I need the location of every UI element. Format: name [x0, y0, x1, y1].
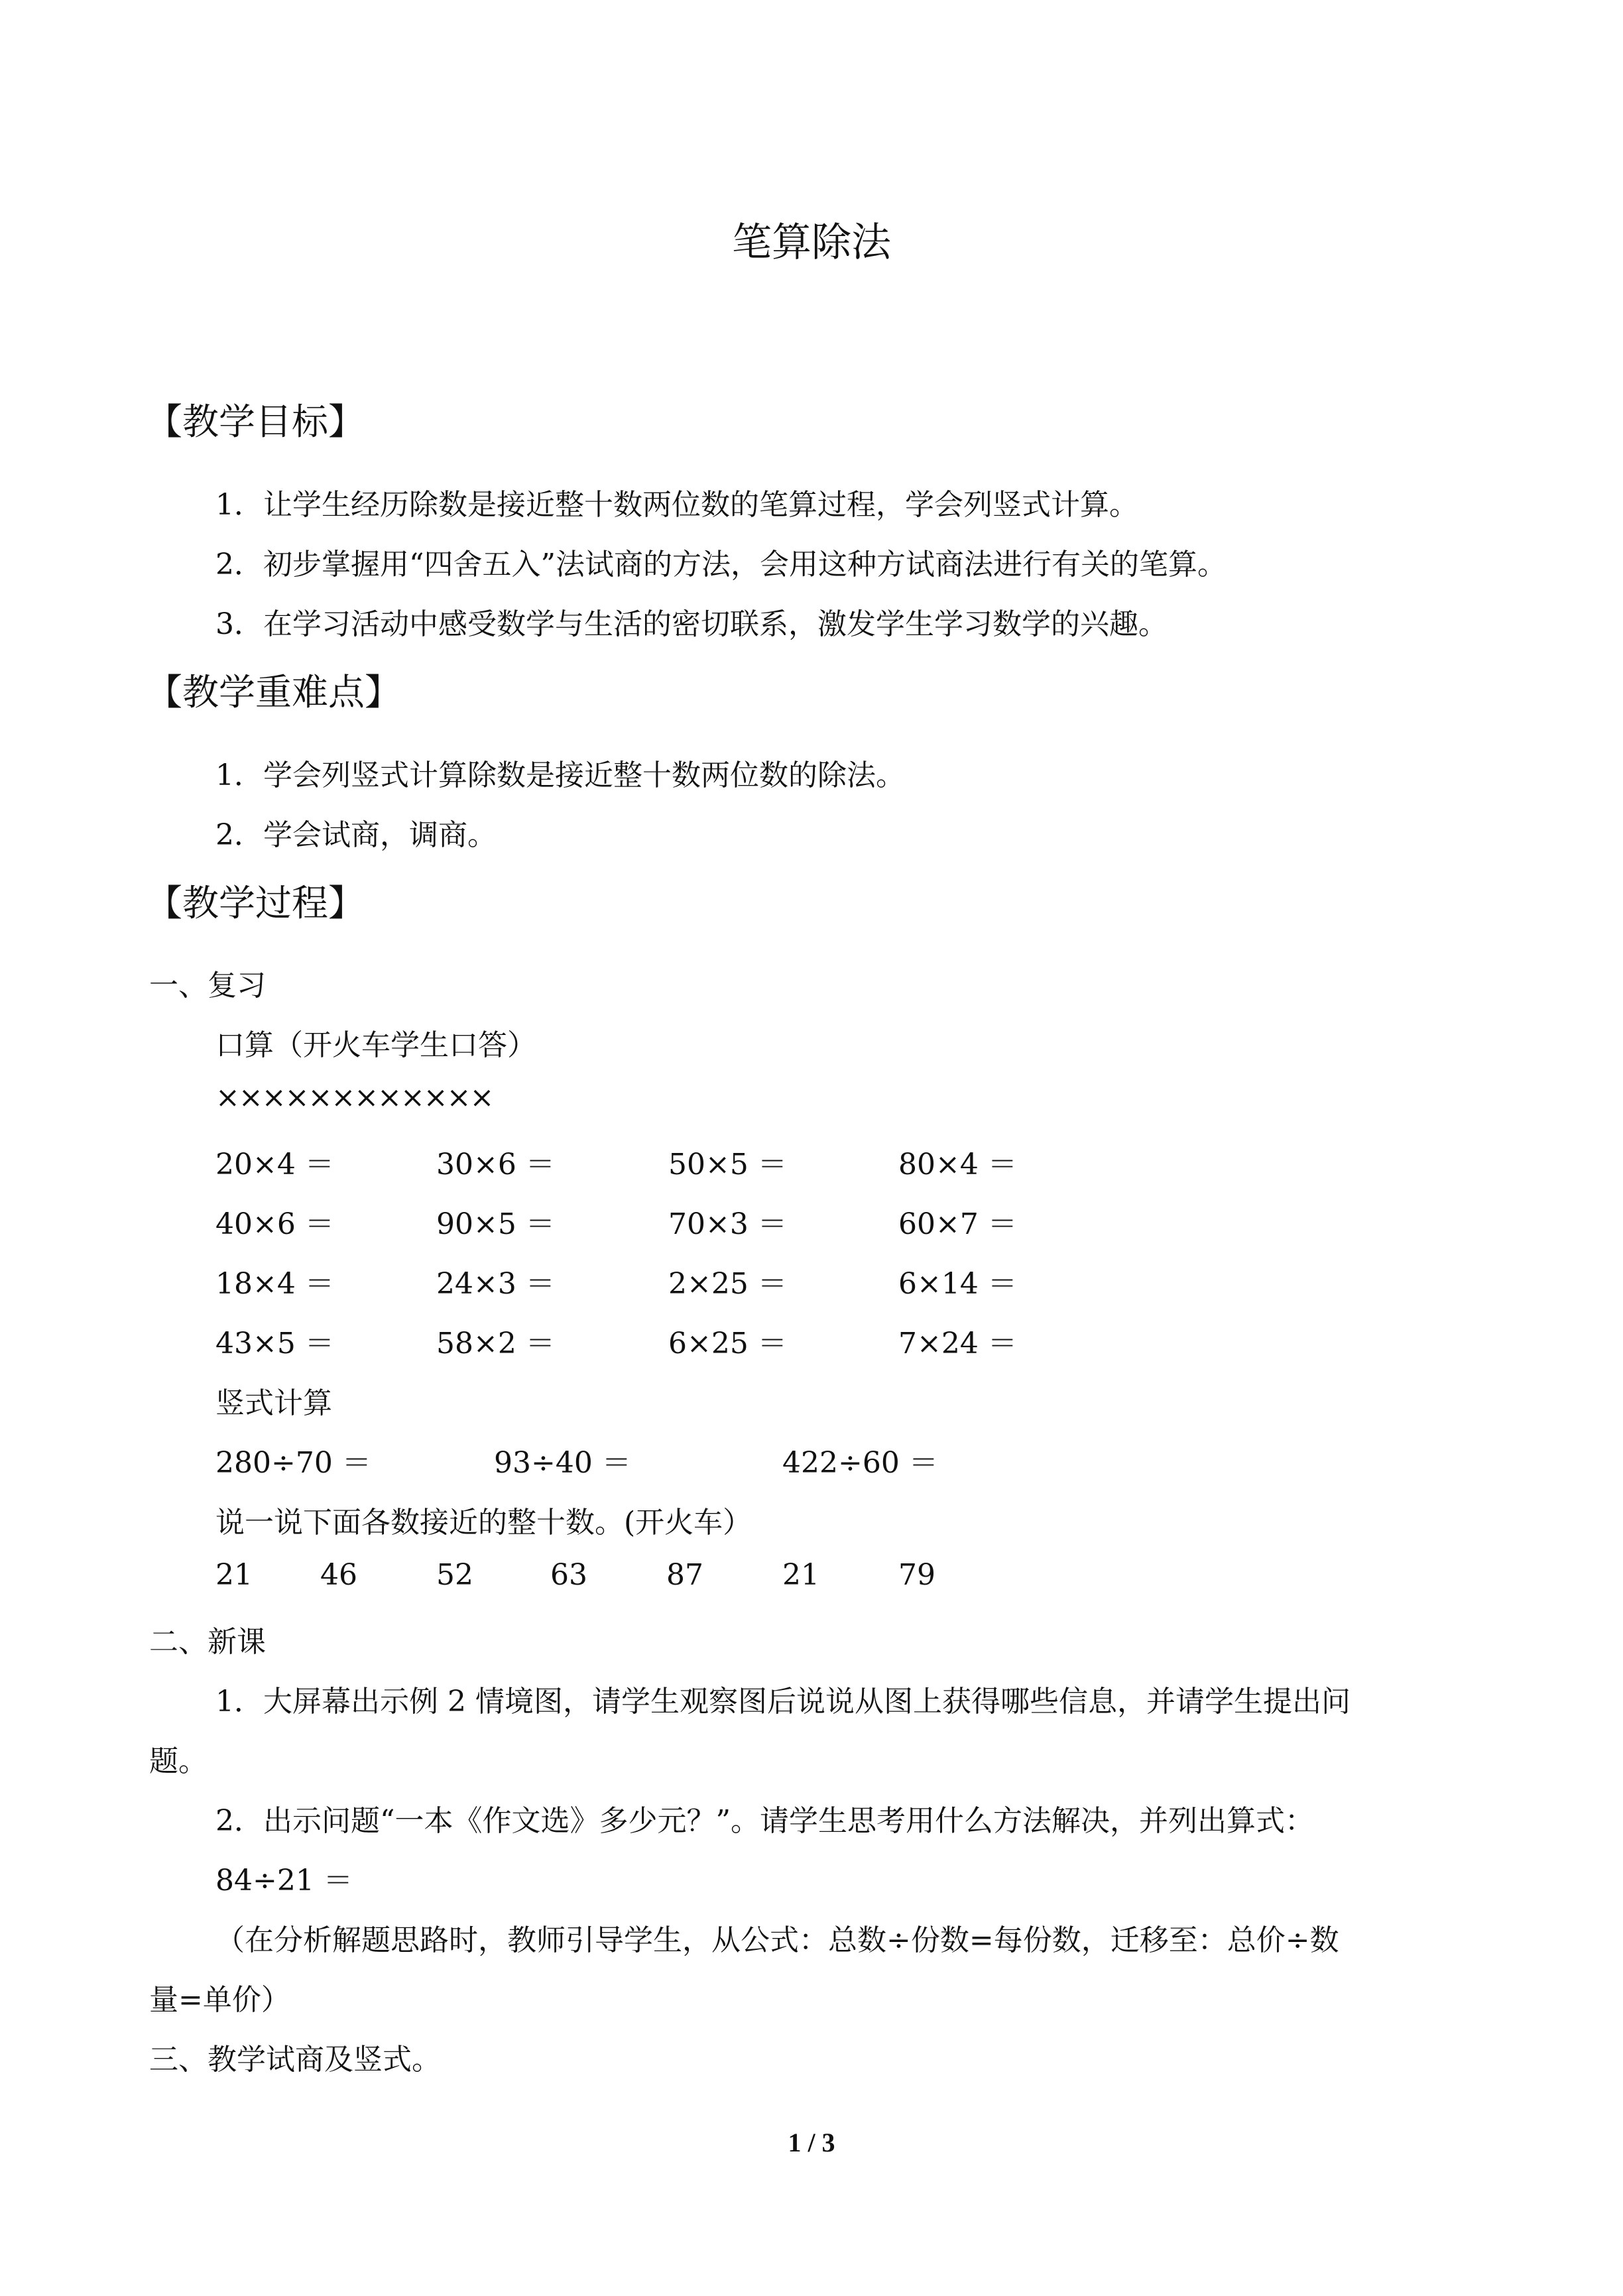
page-title: 笔算除法 [732, 219, 891, 266]
calc-r4c1: 43×5 ＝ [215, 1327, 334, 1360]
keypoint-item-1: 1．学会列竖式计算除数是接近整十数两位数的除法。 [215, 758, 905, 792]
oral-calc-label: 口算（开火车学生口答） [215, 1028, 536, 1062]
new-lesson-title: 二、新课 [149, 1625, 266, 1659]
calc-r1c4: 80×4 ＝ [898, 1148, 1017, 1181]
nearest-tens-prompt: 说一说下面各数接近的整十数。(开火车） [215, 1506, 752, 1540]
keypoint-item-2: 2．学会试商，调商。 [215, 818, 497, 852]
page-number: 1 / 3 [788, 2128, 835, 2157]
goal-item-2: 2．初步掌握用“四舍五入”法试商的方法，会用这种方试商法进行有关的笔算。 [215, 548, 1227, 581]
calc-r2c4: 60×7 ＝ [898, 1207, 1017, 1241]
calc-r2c3: 70×3 ＝ [668, 1207, 787, 1241]
calc-r2c1: 40×6 ＝ [215, 1207, 334, 1241]
part3-title: 三、教学试商及竖式。 [149, 2043, 441, 2077]
number-6: 21 [782, 1558, 819, 1592]
calc-r1c3: 50×5 ＝ [668, 1148, 787, 1181]
calc-r2c2: 90×5 ＝ [436, 1207, 555, 1241]
new-lesson-p1-line2: 题。 [149, 1744, 208, 1778]
review-title: 一、复习 [149, 969, 266, 1002]
calc-r1c1: 20×4 ＝ [215, 1148, 334, 1181]
note-line2: 量=单价） [149, 1983, 290, 2017]
calc-r3c3: 2×25 ＝ [668, 1267, 787, 1301]
vertical-calc-1: 280÷70 ＝ [215, 1446, 371, 1480]
goal-item-3: 3．在学习活动中感受数学与生活的密切联系，激发学生学习数学的兴趣。 [215, 607, 1168, 641]
calc-r4c2: 58×2 ＝ [436, 1327, 555, 1360]
section-heading-goals: 【教学目标】 [146, 400, 365, 443]
calc-r3c2: 24×3 ＝ [436, 1267, 555, 1301]
calc-r3c1: 18×4 ＝ [215, 1267, 334, 1301]
calc-r4c3: 6×25 ＝ [668, 1327, 787, 1360]
number-1: 21 [215, 1558, 253, 1592]
vertical-calc-3: 422÷60 ＝ [782, 1446, 938, 1480]
goal-item-1: 1．让学生经历除数是接近整十数两位数的笔算过程，学会列竖式计算。 [215, 488, 1138, 522]
number-4: 63 [550, 1558, 587, 1592]
section-heading-process: 【教学过程】 [146, 882, 365, 924]
new-lesson-p1-line1: 1．大屏幕出示例 2 情境图，请学生观察图后说说从图上获得哪些信息，并请学生提出问 [215, 1685, 1351, 1719]
formula: 84÷21 ＝ [215, 1864, 353, 1898]
calc-r4c4: 7×24 ＝ [898, 1327, 1017, 1360]
calc-r1c2: 30×6 ＝ [436, 1148, 555, 1181]
number-2: 46 [320, 1558, 357, 1592]
number-7: 79 [898, 1558, 935, 1592]
cross-row: ×××××××××××× [215, 1081, 493, 1115]
vertical-calc-label: 竖式计算 [215, 1386, 332, 1420]
number-3: 52 [436, 1558, 473, 1592]
new-lesson-p2: 2．出示问题“一本《作文选》多少元？”。请学生思考用什么方法解决，并列出算式： [215, 1804, 1314, 1838]
section-heading-keypoints: 【教学重难点】 [146, 671, 402, 713]
note-line1: （在分析解题思路时，教师引导学生，从公式：总数÷份数=每份数，迁移至：总价÷数 [215, 1923, 1339, 1957]
calc-r3c4: 6×14 ＝ [898, 1267, 1017, 1301]
number-5: 87 [666, 1558, 703, 1592]
vertical-calc-2: 93÷40 ＝ [494, 1446, 631, 1480]
